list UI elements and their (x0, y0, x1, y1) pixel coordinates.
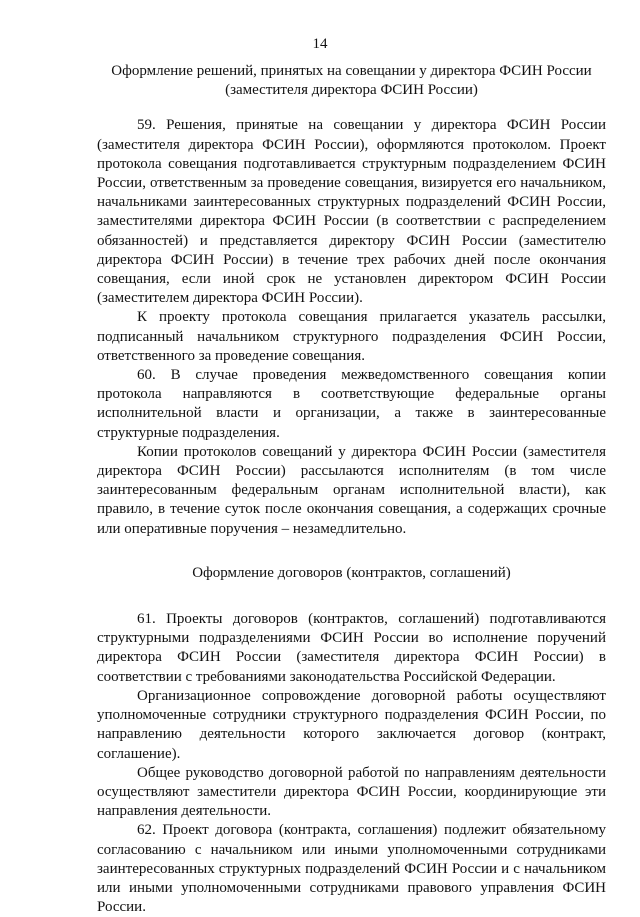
section-heading-contracts (97, 564, 606, 583)
paragraph-60: 60. В случае проведения межведомственного совещания копии протокола направляются в соответствующие федеральные органы исполнительной власти и организации, а также в заинтересованные структурные подразделения. (97, 367, 606, 441)
paragraph-62: 62. Проект договора (контракта, соглашения) подлежит обязательному согласованию с начальником или иными уполномоченными сотрудниками заинтересованных структурных подразделений ФСИН России и с начальником или иными уполномоченными сотрудниками правового управления ФСИН России. (97, 822, 606, 916)
heading-line: (заместителя директора ФСИН России) (225, 82, 478, 99)
paragraph-contract-support: Организационное сопровождение договорной работы осуществляют уполномоченные сотрудники структурного подразделения ФСИН России, по направлению деятельности которого заключается договор (контракт, соглашение). (97, 687, 606, 762)
heading-line: Оформление решений, принятых на совещании у директора ФСИН России (111, 63, 592, 79)
paragraph-protocol-copies: Копии протоколов совещаний у директора ФСИН России (заместителя директора ФСИН России) рассылаются исполнителям (в том числе заинтересованным федеральным органам исполнительной власти), как правило, в течение суток после окончания совещания, а содержащих срочные или оперативные поручения – незамедлительно. (97, 443, 606, 537)
paragraph-61: 61. Проекты договоров (контрактов, соглашений) подготавливаются структурными подразделениями ФСИН России во исполнение поручений директора ФСИН России (заместителя директора ФСИН России) в соответствии с требованиями законодательства Российской Федерации. (97, 611, 606, 685)
paragraph-distribution-list: К проекту протокола совещания прилагается указатель рассылки, подписанный начальником структурного подразделения ФСИН России, ответственного за проведение совещания. (97, 309, 606, 364)
page-number: 14 (312, 36, 328, 52)
paragraph-59: 59. Решения, принятые на совещании у директора ФСИН России (заместителя директора ФСИН России), оформляются протоколом. Проект протокола совещания подготавливается структурным подразделением ФСИН России, ответственным за проведение совещания, визируется его начальником, начальниками заинтересованных структурных подразделений ФСИН России, заместителями директора ФСИН России (в соответствии с распределением обязанностей) и представляется директору ФСИН России (заместителю директора ФСИН России) в течение трех рабочих дней после окончания совещания, если иной срок не установлен директором ФСИН России (заместителем директора ФСИН России). (97, 117, 606, 307)
section-heading-decisions (97, 62, 606, 100)
heading-line: Оформление договоров (контрактов, соглашений) (192, 564, 511, 581)
document-body (97, 62, 606, 917)
paragraph-contract-management: Общее руководство договорной работой по направлениям деятельности осуществляют заместители директора ФСИН России, координирующие эти направления деятельности. (97, 764, 606, 820)
